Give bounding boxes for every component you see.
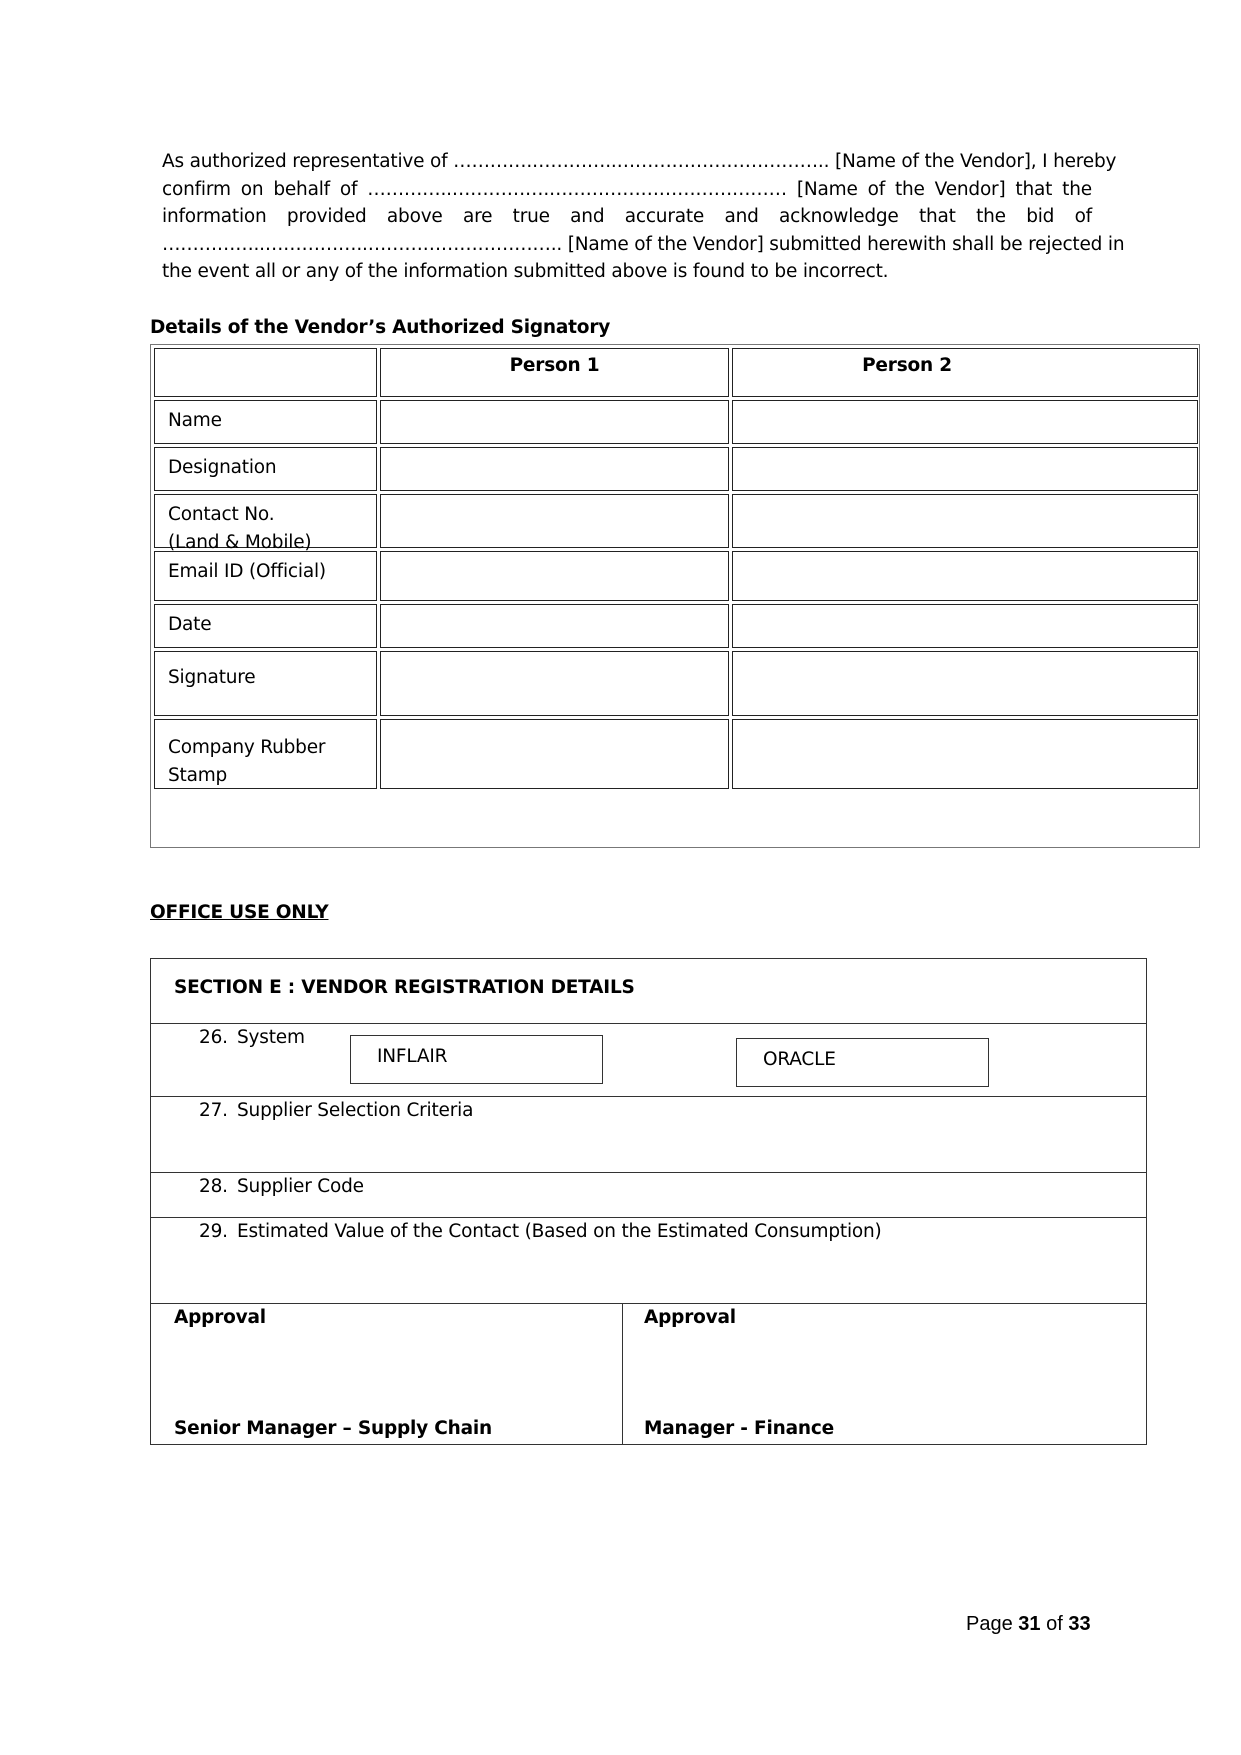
row-label-cell — [154, 651, 377, 716]
row-label-cell — [154, 400, 377, 444]
item-label: System — [237, 1027, 305, 1048]
declaration-word: acknowledge — [779, 206, 899, 227]
signatory-heading: Details of the Vendor’s Authorized Signatory — [150, 317, 611, 338]
system-option-inflair — [350, 1035, 603, 1084]
declaration-line — [162, 176, 1092, 204]
table-header-person-2 — [732, 348, 1198, 397]
item-26 — [199, 1027, 305, 1048]
declaration-word: Vendor] — [934, 178, 1006, 200]
declaration-word: the — [1062, 178, 1092, 200]
item-number: 27. — [199, 1100, 228, 1121]
declaration-word: [Name — [796, 178, 858, 200]
row-label-cell — [154, 551, 377, 601]
signatory-table — [150, 344, 1200, 848]
row-label-line: Contact No. — [168, 504, 275, 525]
person-1-cell — [380, 719, 729, 789]
row-label-line: Date — [168, 614, 212, 635]
page-number — [966, 1613, 1091, 1636]
declaration-word: that — [918, 206, 956, 227]
row-label — [168, 501, 311, 557]
row-label-cell — [154, 494, 377, 553]
row-label-line: Name — [168, 410, 222, 431]
office-use-heading: OFFICE USE ONLY — [150, 902, 329, 923]
declaration-line — [162, 258, 1092, 286]
row-label-line: Email ID (Official) — [168, 561, 326, 582]
person-2-cell — [732, 494, 1198, 548]
approval-heading-left: Approval — [174, 1307, 266, 1328]
declaration-line — [162, 231, 1125, 259]
item-label: Supplier Code — [237, 1176, 364, 1197]
row-label — [168, 611, 211, 639]
declaration-word: are — [462, 206, 493, 227]
declaration-word: of — [339, 178, 358, 200]
declaration-word: above — [386, 206, 443, 227]
declaration-word: and — [570, 206, 605, 227]
row-label-cell — [154, 447, 377, 491]
person-1-cell — [380, 400, 729, 444]
declaration-word: the — [894, 178, 925, 200]
page-prefix: Page — [966, 1613, 1013, 1635]
item-label: Supplier Selection Criteria — [237, 1100, 474, 1121]
row-label-cell — [154, 719, 377, 789]
person-2-cell — [732, 651, 1198, 716]
item-29 — [199, 1221, 882, 1242]
person-2-cell — [732, 447, 1198, 491]
row-label — [168, 664, 255, 692]
option-label: INFLAIR — [377, 1046, 448, 1067]
row-label — [168, 454, 276, 482]
table-header-person-1 — [380, 348, 729, 397]
row-label-line: Signature — [168, 667, 256, 688]
declaration-word: ……………..……………..………………………….. [Name of the Vendor] submitted herewith shall be rejected in — [162, 233, 1125, 255]
person-2-cell — [732, 604, 1198, 648]
column-label: Person 1 — [509, 355, 600, 376]
declaration-word: confirm — [162, 178, 231, 200]
declaration-word: of — [1074, 206, 1092, 227]
declaration-line — [162, 148, 1117, 176]
person-1-cell — [380, 604, 729, 648]
person-2-cell — [732, 719, 1198, 789]
divider — [151, 1217, 1146, 1218]
item-27 — [199, 1100, 473, 1121]
section-e-box — [150, 958, 1147, 1445]
item-number: 29. — [199, 1221, 228, 1242]
declaration-word: of — [867, 178, 886, 200]
declaration-word: information — [162, 206, 267, 227]
section-e-title: SECTION E : VENDOR REGISTRATION DETAILS — [174, 977, 635, 998]
declaration-word: behalf — [273, 178, 330, 200]
row-label — [168, 407, 222, 435]
declaration-word: true — [512, 206, 550, 227]
approval-divider — [622, 1303, 623, 1445]
item-label: Estimated Value of the Contact (Based on the Estimated Consumption) — [237, 1221, 882, 1242]
person-1-cell — [380, 551, 729, 601]
divider — [151, 1172, 1146, 1173]
row-label — [168, 558, 326, 586]
row-label-line: Company Rubber Stamp — [168, 737, 326, 786]
declaration-word: the — [976, 206, 1006, 227]
approval-heading-right: Approval — [644, 1307, 736, 1328]
person-2-cell — [732, 551, 1198, 601]
declaration-word: that — [1015, 178, 1053, 200]
item-28 — [199, 1176, 364, 1197]
page-separator: of — [1046, 1613, 1063, 1635]
declaration-word: provided — [286, 206, 367, 227]
item-number: 26. — [199, 1027, 228, 1048]
person-1-cell — [380, 651, 729, 716]
declaration-word: on — [240, 178, 264, 200]
row-label-line: Designation — [168, 457, 277, 478]
system-option-oracle — [736, 1038, 989, 1087]
declaration-paragraph — [162, 148, 1125, 286]
person-2-cell — [732, 400, 1198, 444]
declaration-word: the event all or any of the information submitted above is found to be incorrect. — [162, 261, 889, 282]
row-label — [168, 734, 376, 790]
person-1-cell — [380, 447, 729, 491]
divider — [151, 1023, 1146, 1024]
declaration-word: bid — [1026, 206, 1055, 227]
row-label-cell — [154, 604, 377, 648]
declaration-word: accurate — [624, 206, 705, 227]
page-total: 33 — [1068, 1613, 1091, 1635]
divider — [151, 1096, 1146, 1097]
declaration-word: As authorized representative of ………….…………..…………………………….. [Name of the Vendor], I hereby — [162, 151, 1117, 172]
declaration-line — [162, 203, 1092, 231]
approver-role-right: Manager - Finance — [644, 1418, 834, 1439]
person-1-cell — [380, 494, 729, 548]
table-header-blank — [154, 348, 377, 397]
column-label: Person 2 — [862, 355, 952, 376]
item-number: 28. — [199, 1176, 228, 1197]
row-label-line: (Land & Mobile) — [168, 532, 312, 553]
approver-role-left: Senior Manager – Supply Chain — [174, 1418, 493, 1439]
declaration-word: and — [724, 206, 759, 227]
declaration-word: …………..…………….………………………………… — [367, 178, 787, 200]
page-current: 31 — [1018, 1613, 1041, 1635]
option-label: ORACLE — [763, 1049, 836, 1070]
divider — [151, 1303, 1146, 1304]
